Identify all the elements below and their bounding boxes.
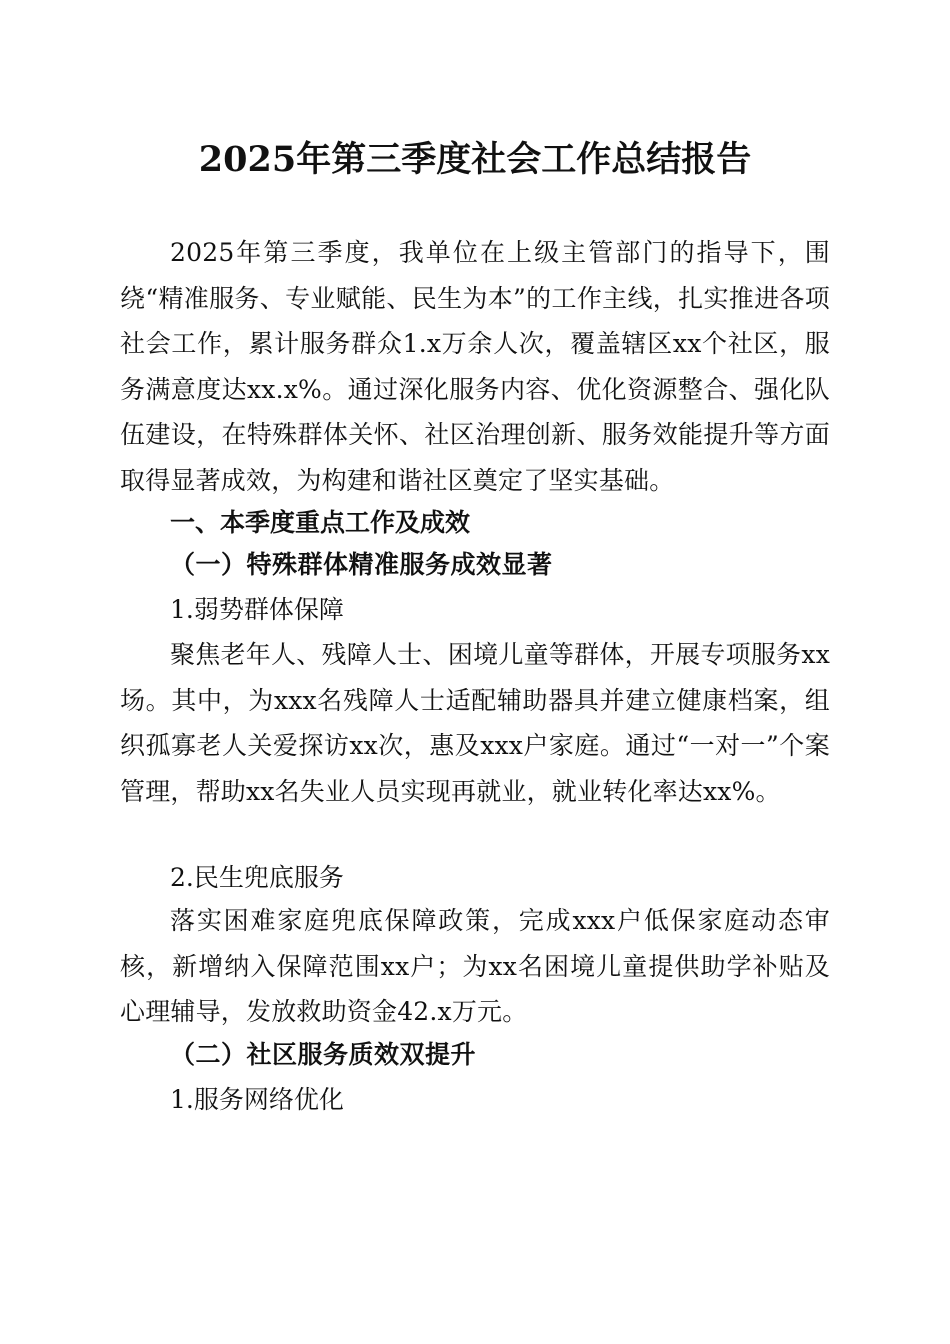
- section-1-heading: 一、本季度重点工作及成效: [170, 508, 471, 537]
- sub2-item-1-heading: 1.服务网络优化: [170, 1085, 344, 1114]
- item-2-heading: 2.民生兜底服务: [170, 863, 344, 892]
- subsection-2-heading: （二）社区服务质效双提升: [170, 1040, 477, 1069]
- document-title: 2025年第三季度社会工作总结报告: [198, 139, 752, 180]
- item-1-paragraph: 聚焦老年人、残障人士、困境儿童等群体，开展专项服务xx场。其中，为xxx名残障人士适配辅助器具并建立健康档案，组织孤寡老人关爱探访xx次，惠及xxx户家庭。通过“一对一”个案管理，帮助xx名失业人员实现再就业，就业转化率达xx%。: [120, 640, 830, 806]
- intro-paragraph: 2025年第三季度，我单位在上级主管部门的指导下，围绕“精准服务、专业赋能、民生为本”的工作主线，扎实推进各项社会工作，累计服务群众1.x万余人次，覆盖辖区xx个社区，服务满意度达xx.x%。通过深化服务内容、优化资源整合、强化队伍建设，在特殊群体关怀、社区治理创新、服务效能提升等方面取得显著成效，为构建和谐社区奠定了坚实基础。: [120, 238, 830, 495]
- subsection-1-heading: （一）特殊群体精准服务成效显著: [170, 550, 553, 579]
- item-2-paragraph: 落实困难家庭兜底保障政策，完成xxx户低保家庭动态审核，新增纳入保障范围xx户；为xx名困境儿童提供助学补贴及心理辅导，发放救助资金42.x万元。: [120, 906, 830, 1026]
- item-1-heading: 1.弱势群体保障: [170, 595, 344, 624]
